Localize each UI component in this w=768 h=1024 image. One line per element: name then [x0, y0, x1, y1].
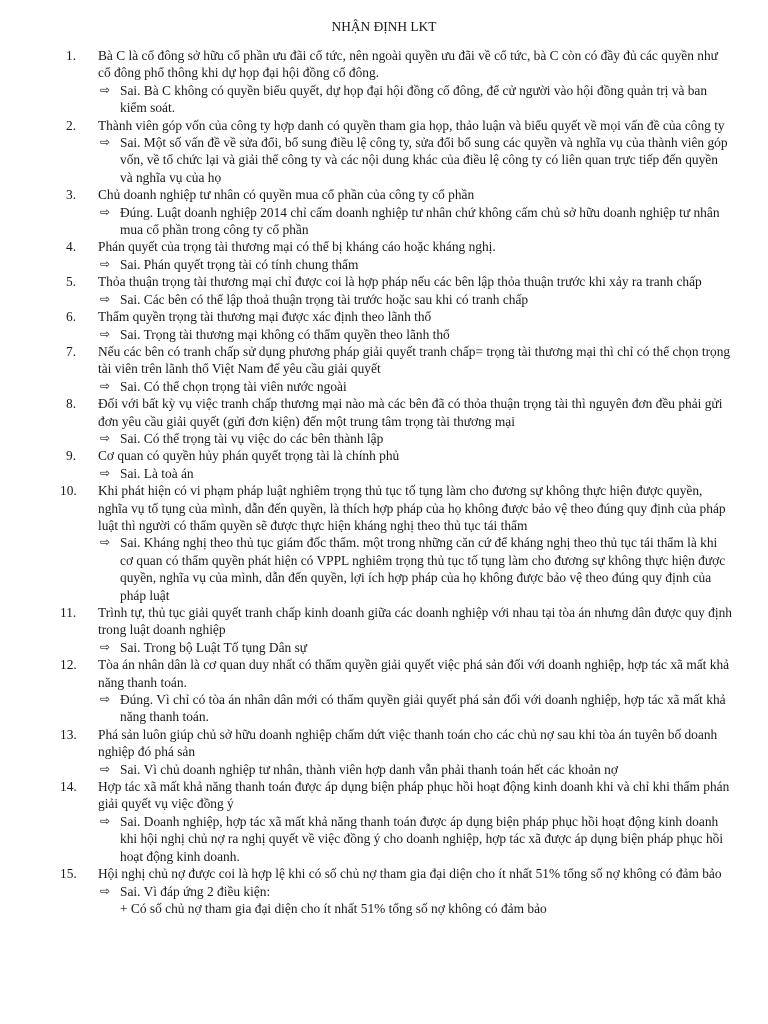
question-statement: Trình tự, thủ tục giải quyết tranh chấp kinh doanh giữa các doanh nghiệp với nhau tại tòa án nhưng dân được quy định trong luật doanh nghiệp — [98, 605, 732, 638]
list-item — [0, 447, 768, 482]
answer-text — [0, 534, 768, 604]
question-text — [0, 47, 768, 82]
list-item — [0, 343, 768, 395]
question-statement: Tòa án nhân dân là cơ quan duy nhất có thẩm quyền giải quyết việc phá sản đối với doanh nghiệp, hợp tác xã mất khả năng thanh toán. — [98, 657, 730, 690]
arrow-icon: ⇨ — [100, 883, 111, 898]
arrow-icon: ⇨ — [100, 430, 111, 445]
question-statement: Phá sản luôn giúp chủ sở hữu doanh nghiệp chấm dứt việc thanh toán cho các chủ nợ sau khi tòa án tuyên bố doanh nghiệp đó phá sản — [98, 726, 718, 760]
question-statement: Thẩm quyền trọng tài thương mại được xác định theo lãnh thổ — [98, 309, 432, 325]
answer-text — [0, 691, 768, 726]
question-text — [0, 186, 768, 203]
question-text — [0, 482, 768, 534]
answer-text — [0, 204, 768, 239]
question-text — [0, 343, 768, 378]
question-text — [0, 656, 768, 691]
question-statement: Thỏa thuận trọng tài thương mại chỉ được coi là hợp pháp nếu các bên lập thỏa thuận trước khi xảy ra tranh chấp — [98, 274, 702, 290]
list-item — [0, 656, 768, 726]
arrow-icon: ⇨ — [100, 465, 111, 480]
arrow-icon: ⇨ — [100, 692, 111, 707]
question-statement: Chủ doanh nghiệp tư nhân có quyền mua cổ phần của công ty cổ phần — [98, 187, 475, 203]
answer-text — [0, 465, 768, 482]
question-statement: Thành viên góp vốn của công ty hợp danh có quyền tham gia họp, thảo luận và biểu quyết về mọi vấn đề của công ty — [98, 117, 725, 133]
question-statement: Khi phát hiện có vi phạm pháp luật nghiêm trọng thủ tục tố tụng làm cho đương sự không thực hiện được quyền, nghĩa vụ tố tụng của mình, dẫn đến quyền, là thích hợp pháp của họ không được bảo vệ theo đúng quy định của pháp luật thì người có thẩm quyền sẽ được thực hiện kháng nghị theo thủ tục tái thẩm — [98, 483, 726, 533]
answer-statement: Sai. Phán quyết trọng tài có tính chung thẩm — [120, 256, 359, 272]
answer-text — [0, 883, 768, 900]
arrow-icon: ⇨ — [100, 256, 111, 271]
question-text — [0, 447, 768, 464]
item-number: 14. — [60, 779, 77, 795]
list-item — [0, 604, 768, 656]
arrow-icon: ⇨ — [100, 82, 111, 97]
arrow-icon: ⇨ — [100, 135, 111, 150]
question-text — [0, 726, 768, 761]
answer-statement: Sai. Các bên có thể lập thoả thuận trọng tài trước hoặc sau khi có tranh chấp — [120, 291, 529, 307]
item-number: 11. — [60, 605, 77, 620]
item-number: 7. — [66, 343, 77, 359]
answer-text — [0, 256, 768, 273]
item-number: 5. — [66, 274, 77, 290]
answer-statement: Sai. Là toà án — [120, 465, 194, 481]
question-text — [0, 604, 768, 639]
question-statement: Cơ quan có quyền hủy phán quyết trọng tài là chính phủ — [98, 448, 400, 464]
answer-statement: Sai. Kháng nghị theo thủ tục giám đốc thẩm. một trong những căn cứ để kháng nghị theo thủ tục tái thẩm là khi cơ quan có thẩm quyền phát hiện có VPPL nghiêm trọng thủ tục tố tụng làm cho đương sự không thực hiện được quyền, nghĩa vụ của mình, dẫn đến quyền, lợi ích hợp pháp của họ không được bảo vệ theo đúng quy định của pháp luật — [120, 535, 726, 603]
answer-text — [0, 761, 768, 778]
answer-statement: Đúng. Vì chỉ có tòa án nhân dân mới có thẩm quyền giải quyết phá sản đối với doanh nghiệp, hợp tác xã mất khả năng thanh toán. — [120, 692, 726, 725]
answer-text — [0, 134, 768, 186]
list-item — [0, 865, 768, 917]
question-statement: Hợp tác xã mất khả năng thanh toán được áp dụng biện pháp phục hồi hoạt động kinh doanh khi và chỉ khi thẩm phán giải quyết vụ việc đồng ý — [98, 779, 730, 812]
answer-condition: + Có số chủ nợ tham gia đại diện cho ít nhất 51% tổng số nợ không có đảm bảo — [120, 900, 547, 916]
question-text — [0, 238, 768, 255]
list-item — [0, 778, 768, 865]
item-number: 10. — [60, 483, 77, 499]
arrow-icon: ⇨ — [100, 204, 111, 219]
answer-statement: Sai. Bà C không có quyền biểu quyết, dự họp đại hội đồng cổ đông, để cử người vào hội đồng quản trị và ban kiểm soát. — [120, 82, 708, 116]
question-text — [0, 273, 768, 290]
list-item — [0, 117, 768, 187]
answer-statement: Sai. Trọng tài thương mại không có thẩm quyền theo lãnh thổ — [120, 326, 450, 342]
answer-statement: Đúng. Luật doanh nghiệp 2014 chỉ cấm doanh nghiệp tư nhân chứ không cấm chủ sở hữu doanh nghiệp tư nhân mua cổ phần trong công ty cổ phần — [120, 204, 720, 238]
list-item — [0, 273, 768, 308]
list-item — [0, 726, 768, 778]
item-number: 12. — [60, 657, 77, 673]
answer-statement: Sai. Doanh nghiệp, hợp tác xã mất khả năng thanh toán được áp dụng biện pháp phục hồi hoạt động kinh doanh khi hội nghị chủ nợ ra nghị quyết về việc đồng ý cho doanh nghiệp, hợp tác xã được áp dụng biện pháp phục hồi hoạt động kinh doanh. — [120, 813, 724, 864]
question-statement: Đối với bất kỳ vụ việc tranh chấp thương mại nào mà các bên đã có thỏa thuận trọng tài thì nguyên đơn đều phải gửi đơn yêu cầu giải quyết (gửi đơn kiện) đến một trung tâm trọng tài thương mại — [98, 396, 723, 429]
item-number: 8. — [66, 396, 77, 412]
item-number: 4. — [66, 239, 77, 255]
item-number: 2. — [66, 117, 77, 133]
list-item — [0, 482, 768, 604]
answer-statement: Sai. Trong bộ Luật Tố tụng Dân sự — [120, 639, 308, 655]
arrow-icon: ⇨ — [100, 761, 111, 776]
answer-text — [0, 82, 768, 117]
question-statement: Nếu các bên có tranh chấp sử dụng phương pháp giải quyết tranh chấp= trọng tài thương mại thì chỉ có thể chọn trọng tài viên trên lãnh thổ Việt Nam để yêu cầu giải quyết — [98, 343, 731, 377]
answer-text — [0, 430, 768, 447]
page-title: NHẬN ĐỊNH LKT — [331, 19, 437, 34]
answer-statement: Sai. Một số vấn đề về sửa đổi, bổ sung điều lệ công ty, sửa đổi bổ sung các quyền và nghĩa vụ của thành viên góp vốn, về tổ chức lại và giải thể công ty và các nội dung khác của điều lệ công ty có liên quan trực tiếp đến quyền và nghĩa vụ của họ — [120, 135, 728, 185]
question-text — [0, 865, 768, 882]
arrow-icon: ⇨ — [100, 326, 111, 341]
answer-statement: Sai. Vì đáp ứng 2 điều kiện: — [120, 883, 271, 899]
question-text — [0, 308, 768, 325]
answer-text — [0, 326, 768, 343]
question-text — [0, 395, 768, 430]
item-number: 6. — [66, 309, 77, 325]
list-item — [0, 238, 768, 273]
arrow-icon: ⇨ — [100, 639, 111, 654]
answer-text — [0, 639, 768, 656]
list-item — [0, 395, 768, 447]
arrow-icon: ⇨ — [100, 813, 111, 828]
question-statement: Phán quyết của trọng tài thương mại có thể bị kháng cáo hoặc kháng nghị. — [98, 239, 496, 255]
item-number: 1. — [66, 48, 77, 63]
question-text — [0, 778, 768, 813]
arrow-icon: ⇨ — [100, 378, 111, 393]
answer-statement: Sai. Có thể trọng tài vụ việc do các bên thành lập — [120, 430, 384, 446]
list-item — [0, 47, 768, 117]
arrow-icon: ⇨ — [100, 535, 111, 550]
list-item — [0, 308, 768, 343]
answer-statement: Sai. Có thể chọn trọng tài viên nước ngoài — [120, 378, 347, 394]
answer-text — [0, 378, 768, 395]
item-number: 3. — [66, 187, 77, 203]
item-number: 9. — [66, 448, 77, 464]
question-text — [0, 117, 768, 134]
item-number: 15. — [60, 866, 77, 882]
question-statement: Hội nghị chủ nợ được coi là hợp lệ khi có số chủ nợ tham gia đại diện cho ít nhất 51% tổng số nợ không có đảm bảo — [98, 866, 722, 882]
question-list — [0, 47, 768, 917]
answer-statement: Sai. Vì chủ doanh nghiệp tư nhân, thành viên hợp danh vẫn phải thanh toán hết các khoản nợ — [120, 761, 618, 777]
list-item — [0, 186, 768, 238]
item-number: 13. — [60, 726, 77, 742]
answer-text — [0, 291, 768, 308]
arrow-icon: ⇨ — [100, 291, 111, 306]
question-statement: Bà C là cổ đông sở hữu cổ phần ưu đãi cổ tức, nên ngoài quyền ưu đãi về cổ tức, bà C còn có đầy đủ các quyền như cổ đông phổ thông khi dự họp đại hội đồng cổ đông. — [98, 48, 718, 81]
answer-text — [0, 813, 768, 865]
